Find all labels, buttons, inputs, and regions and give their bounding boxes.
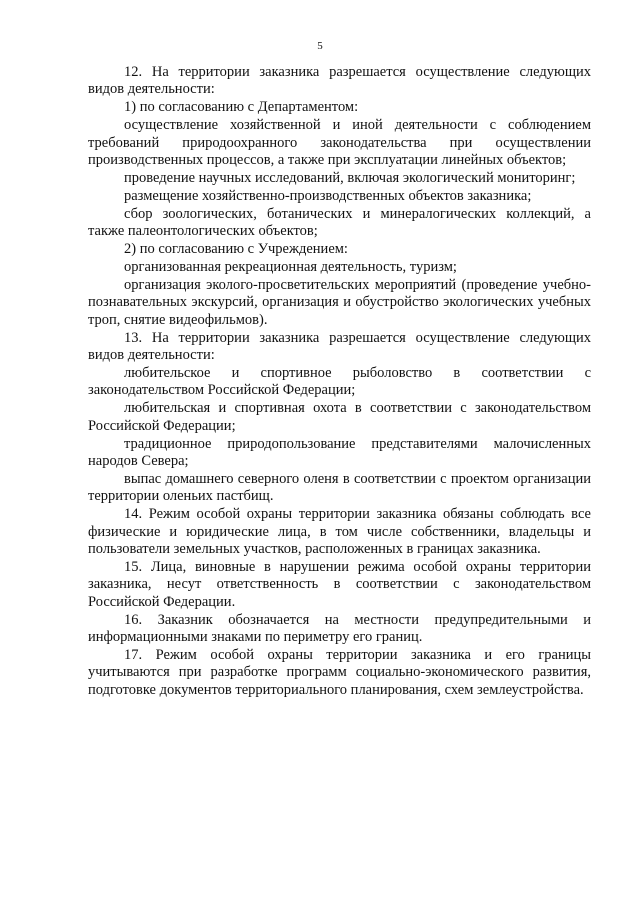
paragraph-hunting: любительская и спортивная охота в соответствии с законодательством Российской Федерации; xyxy=(88,400,591,434)
paragraph-eco-education: организация эколого-просветительских мероприятий (проведение учебно-познавательных экскурсий, организация и обустройство экологических учебных троп, снятие видеофильмов). xyxy=(88,276,591,328)
paragraph-traditional-use: традиционное природопользование представителями малочисленных народов Севера; xyxy=(88,435,591,469)
paragraph-fishing: любительское и спортивное рыболовство в соответствии с законодательством Российской Федерации; xyxy=(88,364,591,399)
paragraph-14: 14. Режим особой охраны территории заказника обязаны соблюдать все физические и юридические лица, в том числе собственники, владельцы и пользователи земельных участков, расположенных в границах заказника. xyxy=(88,506,591,557)
paragraph-recreation-tourism: организованная рекреационная деятельность, туризм; xyxy=(124,258,457,275)
paragraph-facilities-placement: размещение хозяйственно-производственных объектов заказника; xyxy=(124,187,532,204)
paragraph-12-intro: 12. На территории заказника разрешается осуществление следующих видов деятельности: xyxy=(88,64,591,98)
document-body xyxy=(88,64,591,699)
page-number: 5 xyxy=(317,40,323,52)
paragraph-economic-activity: осуществление хозяйственной и иной деятельности с соблюдением требований природоохранного законодательства при осуществлении производственных процессов, а также при эксплуатации линейных объектов; xyxy=(88,117,591,169)
paragraph-item-1-heading: 1) по согласованию с Департаментом: xyxy=(124,99,359,116)
paragraph-13-intro: 13. На территории заказника разрешается осуществление следующих видов деятельности: xyxy=(88,329,591,363)
paragraph-collections: сбор зоологических, ботанических и минералогических коллекций, а также палеонтологических объектов; xyxy=(88,205,591,240)
paragraph-research-monitoring: проведение научных исследований, включая экологический мониторинг; xyxy=(124,169,576,186)
paragraph-15: 15. Лица, виновные в нарушении режима особой охраны территории заказника, несут ответственность в соответствии с законодательством Российской Федерации. xyxy=(88,558,591,610)
paragraph-17: 17. Режим особой охраны территории заказника и его границы учитываются при разработке программ социально-экономического развития, подготовке документов территориального планирования, схем землеустройства. xyxy=(88,646,591,698)
paragraph-item-2-heading: 2) по согласованию с Учреждением: xyxy=(124,241,348,258)
paragraph-16: 16. Заказник обозначается на местности предупредительными и информационными знаками по периметру его границ. xyxy=(88,611,591,645)
paragraph-reindeer-grazing: выпас домашнего северного оленя в соответствии с проектом организации территории оленьих пастбищ. xyxy=(88,470,591,505)
